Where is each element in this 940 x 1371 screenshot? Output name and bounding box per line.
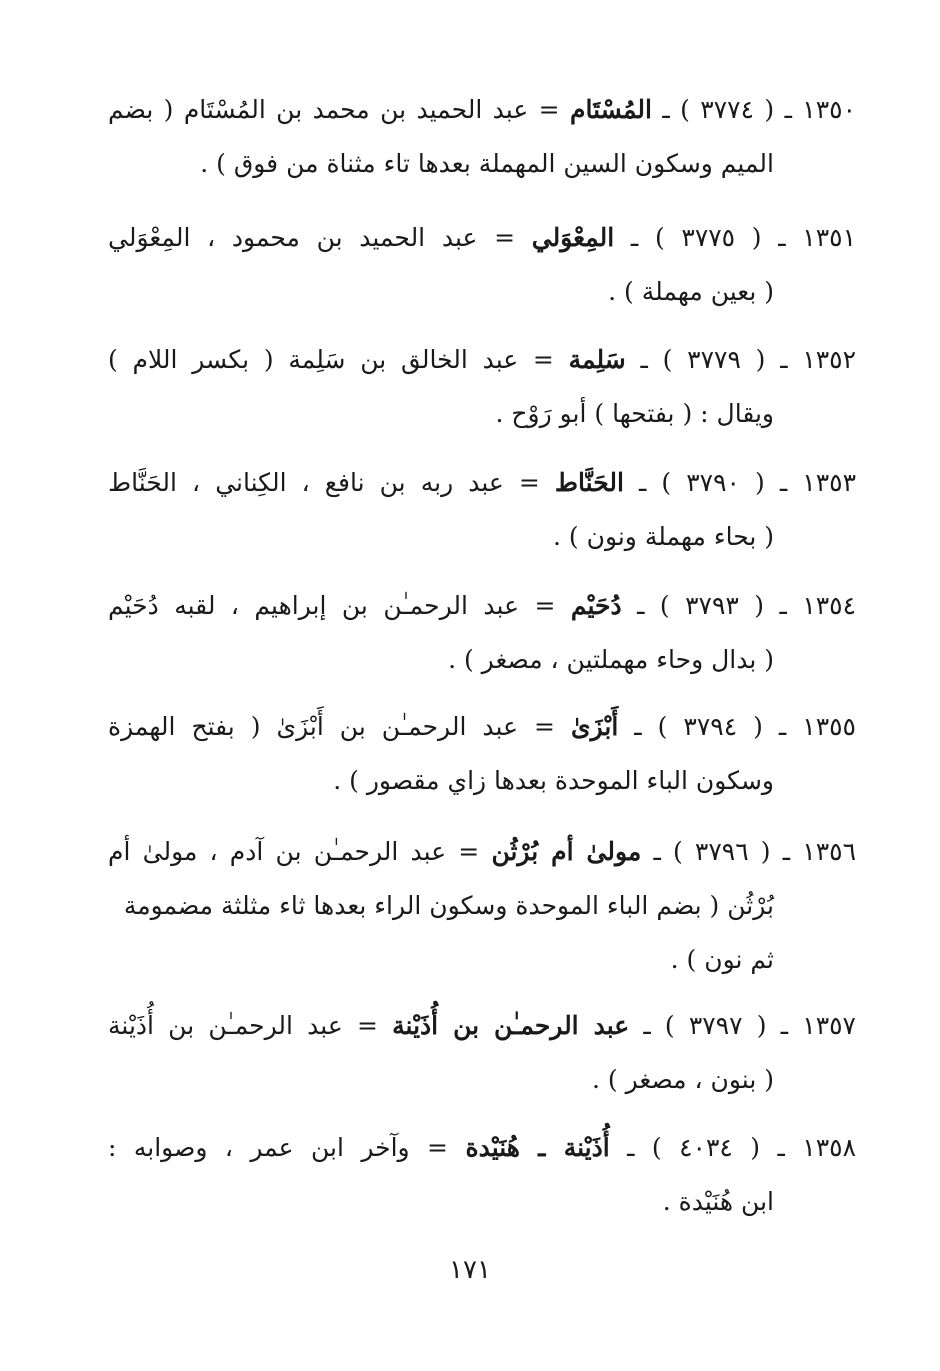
entry-headword: عبد الرحمـٰن بن أُذَيْنة: [392, 1011, 630, 1040]
entry-first-line: ١٣٥٨ ـ ( ٤٠٣٤ ) ـ أُذَيْنة ـ هُنَيْدة = وآخر ابن عمر ، وصوابه :: [108, 1133, 856, 1162]
entry-headword: دُحَيْم: [570, 591, 622, 620]
entry-first-line: ١٣٥٣ ـ ( ٣٧٩٠ ) ـ الحَنَّاط = عبد ربه بن نافع ، الكِناني ، الحَنَّاط: [108, 468, 856, 497]
entry-first-line: ١٣٥٠ ـ ( ٣٧٧٤ ) ـ المُسْتَام = عبد الحميد بن محمد بن المُسْتَام ( بضم: [108, 95, 856, 124]
entry-number: ١٣٥١: [802, 223, 856, 252]
entry-continuation-line: بُرْثُن ( بضم الباء الموحدة وسكون الراء بعدها ثاء مثلثة مضمومة: [123, 891, 774, 920]
entry-headword: المُسْتَام: [570, 95, 652, 124]
entry-continuation-line: ثم نون ) .: [670, 945, 774, 974]
entry-continuation-line: الميم وسكون السين المهملة بعدها تاء مثناة من فوق ) .: [200, 149, 774, 178]
entry-1351: [108, 211, 856, 319]
entry-reference: ( ٣٧٩٧ ): [664, 1011, 767, 1040]
entry-first-line: ١٣٥٦ ـ ( ٣٧٩٦ ) ـ مولىٰ أم بُرْثُن = عبد الرحمـٰن بن آدم ، مولىٰ أم: [108, 837, 856, 866]
entry-1352: [108, 333, 856, 441]
entry-text: = عبد الحميد بن محمد بن المُسْتَام ( بضم: [108, 95, 560, 124]
entry-headword: مولىٰ أم بُرْثُن: [491, 837, 642, 866]
entry-text: = عبد الخالق بن سَلِمة ( بكسر اللام ): [108, 345, 554, 374]
entry-text: = عبد الحميد بن محمود ، المِعْوَلي: [108, 223, 516, 252]
page-number: ١٧١: [449, 1255, 491, 1285]
entry-1350: [108, 83, 856, 191]
entry-number: ١٣٥٧: [802, 1011, 856, 1040]
entry-text: = عبد الرحمـٰن بن أَبْزَىٰ ( بفتح الهمزة: [108, 712, 555, 741]
entry-reference: ( ٣٧٩٤ ): [657, 712, 763, 741]
entry-continuation-line: ابن هُنَيْدة .: [662, 1187, 774, 1216]
entry-1354: [108, 579, 856, 687]
entry-reference: ( ٣٧٩٣ ): [659, 591, 765, 620]
entry-number: ١٣٥٠: [802, 95, 856, 124]
entry-headword: أَبْزَىٰ: [571, 712, 619, 741]
entry-continuation-line: وسكون الباء الموحدة بعدها زاي مقصور ) .: [333, 766, 774, 795]
entry-first-line: ١٣٥٥ ـ ( ٣٧٩٤ ) ـ أَبْزَىٰ = عبد الرحمـٰن بن أَبْزَىٰ ( بفتح الهمزة: [108, 712, 856, 741]
entry-1356: [108, 825, 856, 987]
entry-headword: أُذَيْنة ـ هُنَيْدة: [465, 1133, 610, 1162]
entry-number: ١٣٥٤: [802, 591, 856, 620]
entry-text: = عبد الرحمـٰن بن آدم ، مولىٰ أم: [108, 837, 480, 866]
entry-continuation-line: ( بعين مهملة ) .: [608, 277, 774, 306]
entry-reference: ( ٣٧٧٩ ): [662, 345, 766, 374]
entry-text: = عبد الرحمـٰن بن أُذَيْنة: [108, 1011, 378, 1040]
entry-first-line: ١٣٥٢ ـ ( ٣٧٧٩ ) ـ سَلِمة = عبد الخالق بن سَلِمة ( بكسر اللام ): [108, 345, 856, 374]
entry-headword: الحَنَّاط: [554, 468, 624, 497]
entry-reference: ( ٣٧٩٠ ): [661, 468, 765, 497]
entry-reference: ( ٣٧٩٦ ): [672, 837, 771, 866]
entry-number: ١٣٥٣: [802, 468, 856, 497]
entry-first-line: ١٣٥٤ ـ ( ٣٧٩٣ ) ـ دُحَيْم = عبد الرحمـٰن بن إبراهيم ، لقبه دُحَيْم: [108, 591, 856, 620]
entry-first-line: ١٣٥١ ـ ( ٣٧٧٥ ) ـ المِعْوَلي = عبد الحميد بن محمود ، المِعْوَلي: [108, 223, 856, 252]
entry-1358: [108, 1121, 856, 1229]
entry-number: ١٣٥٨: [802, 1133, 856, 1162]
entry-text: = عبد ربه بن نافع ، الكِناني ، الحَنَّاط: [108, 468, 540, 497]
entry-number: ١٣٥٦: [802, 837, 856, 866]
entry-reference: ( ٣٧٧٤ ): [680, 95, 775, 124]
entry-text: = وآخر ابن عمر ، وصوابه :: [108, 1133, 449, 1162]
entry-first-line: ١٣٥٧ ـ ( ٣٧٩٧ ) ـ عبد الرحمـٰن بن أُذَيْنة = عبد الرحمـٰن بن أُذَيْنة: [108, 1011, 856, 1040]
entry-headword: سَلِمة: [568, 345, 626, 374]
entry-number: ١٣٥٥: [802, 712, 856, 741]
entry-reference: ( ٣٧٧٥ ): [654, 223, 762, 252]
entry-continuation-line: ويقال : ( بفتحها ) أبو رَوْح .: [495, 399, 774, 428]
entry-headword: المِعْوَلي: [531, 223, 615, 252]
entry-continuation-line: ( بحاء مهملة ونون ) .: [552, 522, 774, 551]
entry-1353: [108, 456, 856, 564]
entry-1357: [108, 999, 856, 1107]
entry-text: = عبد الرحمـٰن بن إبراهيم ، لقبه دُحَيْم: [108, 591, 556, 620]
entry-continuation-line: ( بنون ، مصغر ) .: [592, 1065, 774, 1094]
entry-1355: [108, 700, 856, 808]
entry-continuation-line: ( بدال وحاء مهملتين ، مصغر ) .: [448, 645, 774, 674]
entry-reference: ( ٤٠٣٤ ): [651, 1133, 761, 1162]
entry-number: ١٣٥٢: [802, 345, 856, 374]
